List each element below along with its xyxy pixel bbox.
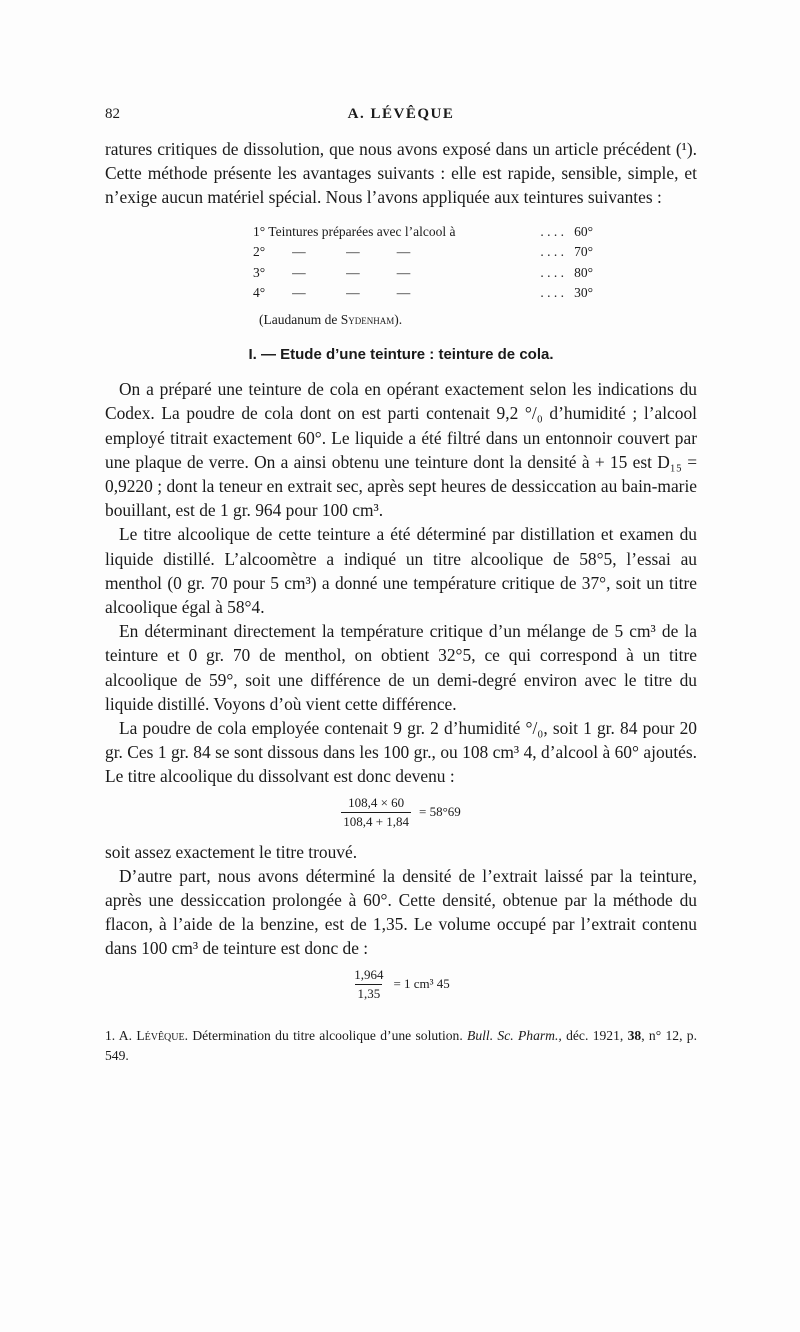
- formula-titre: [105, 795, 697, 830]
- page-number: 82: [105, 106, 120, 122]
- footnote-volume: 38: [627, 1027, 642, 1043]
- page-body: [105, 137, 697, 1066]
- footnote-ref-a: déc. 1921,: [561, 1027, 628, 1043]
- body-paragraph: En déterminant directement la température critique d’un mélange de 5 cm³ de la teinture et 0 gr. 70 de menthol, on obtient 32°5, ce qui correspond à un titre alcoolique de 59°, soit une différence de un demi-degré environ avec le titre du liquide distillé. Voyons d’où vient cette différence.: [105, 621, 697, 714]
- footnote: [105, 1026, 697, 1066]
- footnote-author: Lévêque: [136, 1027, 185, 1043]
- fraction-numerator: 108,4 × 60: [348, 794, 405, 810]
- list-note-suffix: ).: [394, 311, 403, 327]
- list-item: [253, 242, 593, 263]
- fraction: [352, 967, 385, 1002]
- list-item-value: . . . . 70°: [540, 244, 593, 260]
- page-header: [105, 106, 697, 128]
- list-item: [253, 283, 593, 304]
- list-item-label: 3° — — —: [253, 264, 411, 280]
- body-paragraph: soit assez exactement le titre trouvé.: [105, 841, 358, 862]
- list-item-value: . . . . 60°: [540, 223, 593, 239]
- body-paragraph: Le titre alcoolique de cette teinture a été déterminé par distillation et examen du liquide distillé. L’alcoomètre a indiqué un titre alcoolique de 58°5, l’essai au menthol (0 gr. 70 pour 5 cm³) a donné une température critique de 37°, soit un titre alcoolique égal à 58°4.: [105, 524, 697, 617]
- body-paragraph: La poudre de cola employée contenait 9 gr. 2 d’humidité °/₀, soit 1 gr. 84 pour 20 gr. Ces 1 gr. 84 se sont dissous dans les 100 gr., ou 108 cm³ 4, d’alcool à 60° ajoutés. Le titre alcoolique du dissolvant est donc devenu :: [105, 717, 697, 787]
- list-note: [253, 310, 593, 331]
- list-item-value: . . . . 80°: [540, 264, 593, 280]
- fraction-numerator: 1,964: [354, 966, 384, 982]
- tincture-list: [253, 222, 593, 331]
- fraction-denominator: 1,35: [357, 985, 381, 1001]
- body-paragraph: D’autre part, nous avons déterminé la densité de l’extrait laissé par la teinture, après une dessiccation prolongée à 60°. Cette densité, obtenue par la méthode du flacon, à l’aide de la benzine, est de 1,35. Le volume occupé par l’extrait contenu dans 100 cm³ de teinture est donc de :: [105, 865, 697, 959]
- list-item: [253, 263, 593, 284]
- formula-volume: [105, 967, 697, 1002]
- list-item-value: . . . . 30°: [540, 285, 593, 301]
- intro-paragraph: ratures critiques de dissolution, que nous avons exposé dans un article précédent (¹). Cette méthode présente les avantages suivants : elle est rapide, sensible, simple, et n’exige aucun matériel spécial. Nous l’avons appliquée aux teintures suivantes :: [105, 139, 697, 208]
- list-item-label: 1° Teintures préparées avec l’alcool à: [253, 223, 456, 239]
- list-item-label: 4° — — —: [253, 285, 411, 301]
- footnote-journal: Bull. Sc. Pharm.,: [467, 1027, 562, 1043]
- formula-result: = 58°69: [419, 804, 461, 820]
- footnote-number: 1. A.: [105, 1027, 137, 1043]
- footnote-text: . Détermination du titre alcoolique d’une solution.: [184, 1027, 468, 1043]
- formula-result: = 1 cm³ 45: [393, 976, 450, 992]
- body-paragraph: On a préparé une teinture de cola en opérant exactement selon les indications du Codex. La poudre de cola dont on est parti contenait 9,2 °/₀ d’humidité ; l’alcool employé titrait exactement 60°. Le liquide a été filtré dans un entonnoir couvert par une plaque de verre. On a ainsi obtenu une teinture dont la densité à + 15 est D₁₅ = 0,9220 ; dont la teneur en extrait sec, après sept heures de dessiccation au bain-marie bouillant, est de 1 gr. 964 pour 100 cm³.: [105, 379, 697, 521]
- fraction-denominator: 108,4 + 1,84: [343, 813, 410, 829]
- footnote-ref-b: , n° 12, p. 549.: [105, 1027, 697, 1063]
- running-title: A. LÉVÊQUE: [347, 106, 455, 122]
- section-heading: I. — Etude d’une teinture : teinture de cola.: [248, 346, 554, 364]
- list-note-name: Sydenham: [340, 311, 395, 327]
- list-item-label: 2° — — —: [253, 244, 411, 260]
- list-item: [253, 222, 593, 243]
- fraction: [341, 795, 411, 830]
- list-note-prefix: (Laudanum de: [259, 311, 341, 327]
